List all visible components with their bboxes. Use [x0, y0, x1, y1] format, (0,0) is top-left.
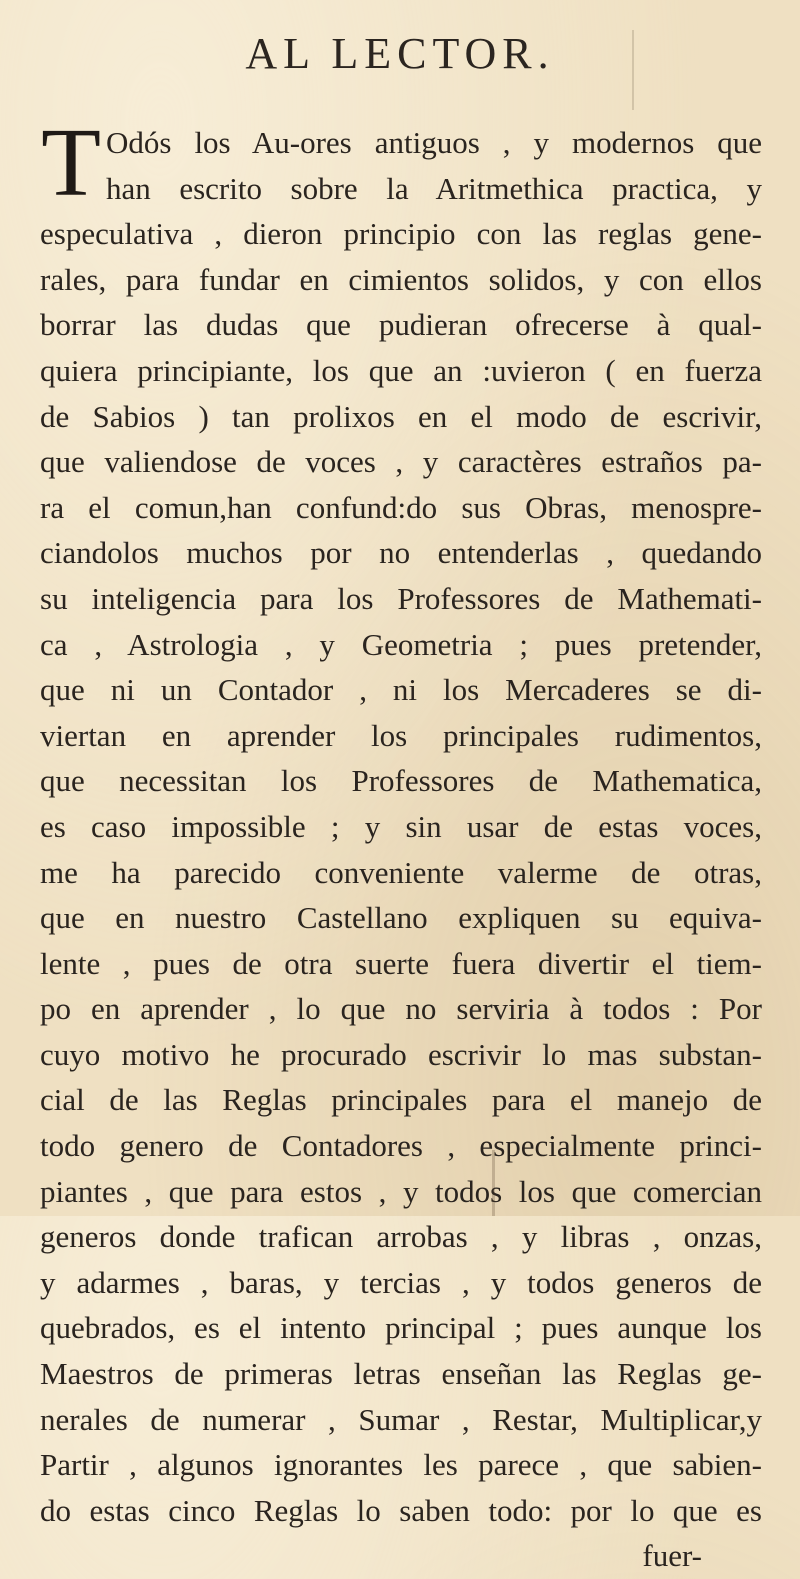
text-line: generos donde trafican arrobas , y libras , onzas, [40, 1219, 762, 1255]
text-line: ca , Astrologia , y Geometria ; pues pretender, [40, 626, 762, 662]
text-line: cuyo motivo he procurado escrivir lo mas substan- [40, 1036, 762, 1072]
catchword: fuer- [642, 1538, 702, 1574]
text-line: que valiendose de voces , y caractères estraños pa- [40, 444, 762, 480]
text-line: han escrito sobre la Aritmethica practica, y [106, 170, 762, 206]
text-line: que ni un Contador , ni los Mercaderes se di- [40, 672, 762, 708]
text-line: nerales de numerar , Sumar , Restar, Multiplicar,y [40, 1401, 762, 1437]
text-line: su inteligencia para los Professores de Mathemati- [40, 580, 762, 616]
text-line: especulativa , dieron principio con las reglas gene- [40, 216, 762, 252]
text-line: que necessitan los Professores de Mathematica, [40, 763, 762, 799]
text-line: Maestros de primeras letras enseñan las Reglas ge- [40, 1356, 762, 1392]
text-line: y adarmes , baras, y tercias , y todos generos de [40, 1264, 762, 1300]
text-line: ra el comun,han confund:do sus Obras, menospre- [40, 489, 762, 525]
text-line: ciandolos muchos por no entenderlas , quedando [40, 535, 762, 571]
text-line: que en nuestro Castellano expliquen su equiva- [40, 900, 762, 936]
text-line: po en aprender , lo que no serviria à todos : Por [40, 991, 762, 1027]
text-line: Partir , algunos ignorantes les parece , que sabien- [40, 1447, 762, 1483]
text-line: me ha parecido conveniente valerme de otras, [40, 854, 762, 890]
page-heading: AL LECTOR. [245, 29, 555, 78]
text-line: de Sabios ) tan prolixos en el modo de escrivir, [40, 398, 762, 434]
paper-fold-mark [492, 1150, 495, 1216]
text-line: Odós los Au-ores antiguos , y modernos que [106, 125, 762, 160]
text-line: do estas cinco Reglas lo saben todo: por lo que es [40, 1492, 762, 1528]
text-line: quiera principiante, los que an :uvieron ( en fuerza [40, 352, 762, 388]
text-line: piantes , que para estos , y todos los que comercian [40, 1173, 762, 1209]
text-line: quebrados, es el intento principal ; pues aunque los [40, 1310, 762, 1346]
body-text [40, 109, 762, 1579]
text-line: lente , pues de otra suerte fuera divertir el tiem- [40, 945, 762, 981]
text-line: rales, para fundar en cimientos solidos, y con ellos [40, 261, 762, 297]
text-line: cial de las Reglas principales para el manejo de [40, 1082, 762, 1118]
text-line: todo genero de Contadores , especialmente princi- [40, 1128, 762, 1164]
text-line: viertan en aprender los principales rudimentos, [40, 717, 762, 753]
drop-cap: T [41, 109, 101, 217]
text-line: es caso impossible ; y sin usar de estas voces, [40, 808, 762, 844]
text-line: borrar las dudas que pudieran ofrecerse à qual- [40, 307, 762, 343]
